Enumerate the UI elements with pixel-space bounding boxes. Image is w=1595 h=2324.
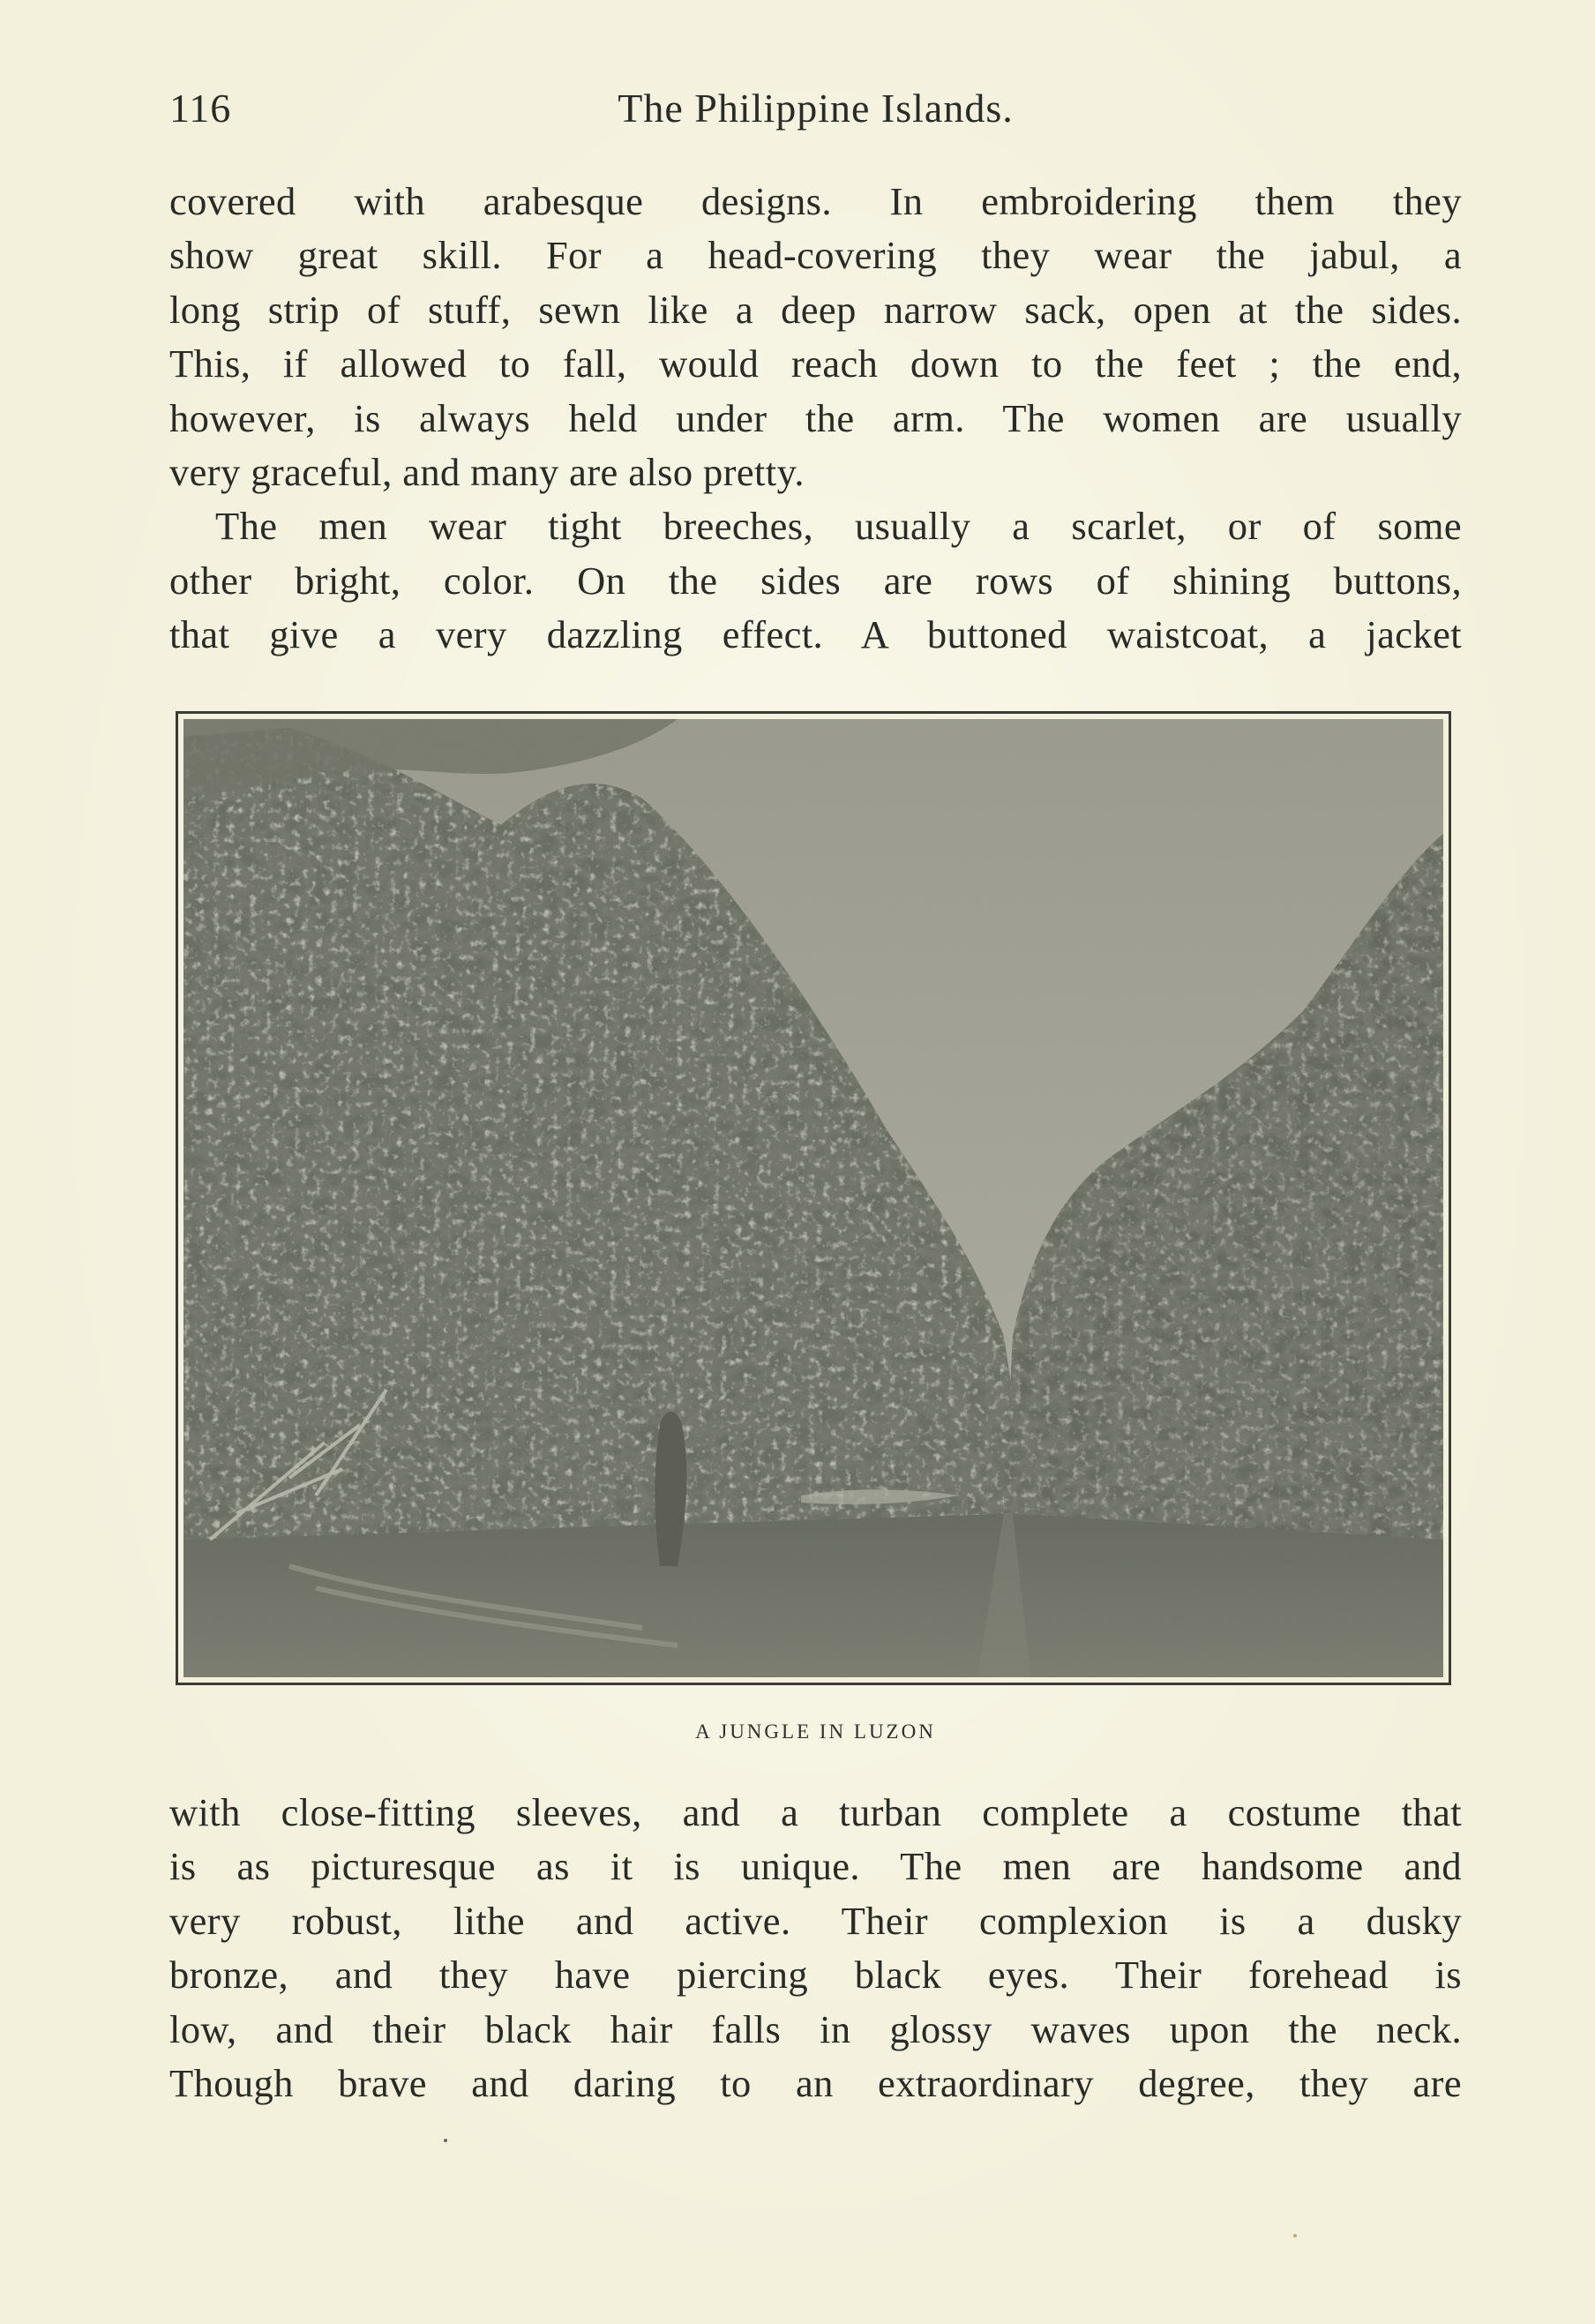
photo-plate (183, 719, 1443, 1677)
page-header (169, 85, 1462, 146)
text-line: show great skill. For a head-covering they wear the jabul, a (169, 233, 1462, 278)
text-line: covered with arabesque designs. In embroidering them they (169, 179, 1462, 223)
jungle-photograph (176, 711, 1451, 1685)
text-line: other bright, color. On the sides are rows of shining buttons, (169, 558, 1462, 603)
text-line: very robust, lithe and active. Their complexion is a dusky (169, 1898, 1462, 1943)
text-line: long strip of stuff, sewn like a deep narrow sack, open at the sides. (169, 287, 1462, 332)
running-title: The Philippine Islands. (618, 86, 1014, 131)
body-text-bottom (169, 1786, 1462, 2110)
text-line: bronze, and they have piercing black eyes. Their forehead is (169, 1953, 1462, 1998)
page-number: 116 (169, 86, 232, 131)
text-line: The men wear tight breeches, usually a scarlet, or of some (215, 504, 1462, 549)
text-line: low, and their black hair falls in glossy waves upon the neck. (169, 2006, 1462, 2051)
text-line: however, is always held under the arm. The women are usually (169, 395, 1462, 440)
text-line: with close-fitting sleeves, and a turban complete a costume that (169, 1790, 1462, 1834)
paper-speck (1293, 2234, 1297, 2238)
figure-caption: A JUNGLE IN LUZON (695, 1721, 936, 1743)
text-line: This, if allowed to fall, would reach down to the feet ; the end, (169, 341, 1462, 386)
text-line: that give a very dazzling effect. A buttoned waistcoat, a jacket (169, 612, 1462, 657)
jungle-scene-image (183, 719, 1443, 1677)
text-line: Though brave and daring to an extraordinary degree, they are (169, 2060, 1462, 2105)
body-text-top (169, 175, 1462, 663)
text-line: is as picturesque as it is unique. The men are handsome and (169, 1844, 1462, 1889)
paper-speck (444, 2139, 447, 2142)
text-line: very graceful, and many are also pretty. (169, 449, 805, 494)
